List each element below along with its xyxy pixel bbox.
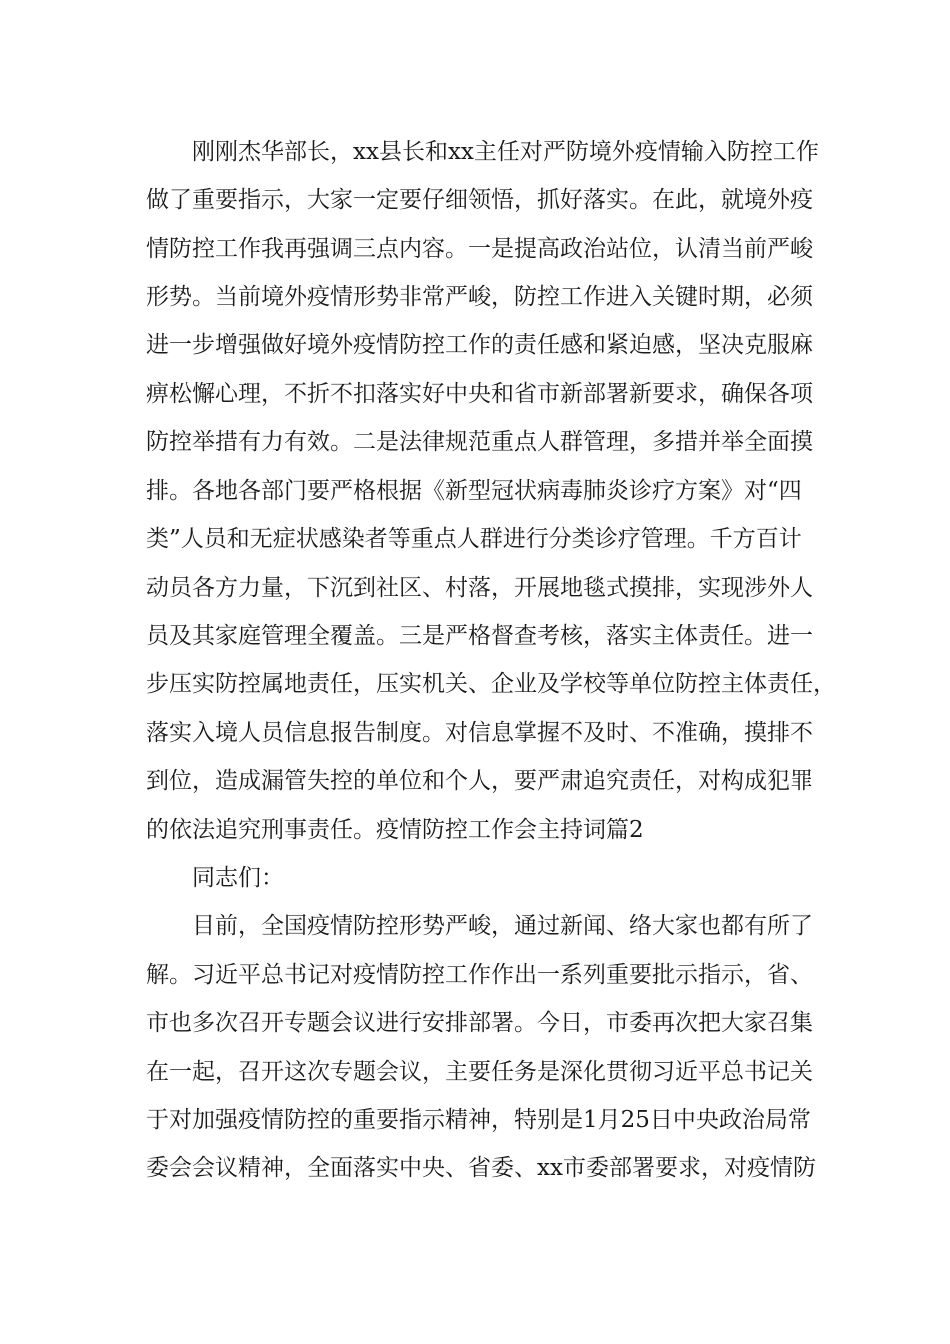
text-line: 做了重要指示，大家一定要仔细领悟，抓好落实。在此，就境外疫	[146, 187, 813, 213]
text-line: 的依法追究刑事责任。疫情防控工作会主持词篇2	[146, 817, 644, 843]
text-line: 目前，全国疫情防控形势严峻，通过新闻、络大家也都有所了	[192, 913, 813, 939]
text-line: 形势。当前境外疫情形势非常严峻，防控工作进入关键时期，必须	[146, 284, 813, 310]
text-line: 落实入境人员信息报告制度。对信息掌握不及时、不准确，摸排不	[146, 720, 813, 746]
text-line: 于对加强疫情防控的重要指示精神，特别是1月25日中央政治局常	[146, 1107, 811, 1133]
text-line: 痹松懈心理，不折不扣落实好中央和省市新部署新要求，确保各项	[146, 381, 813, 407]
text-line: 解。习近平总书记对疫情防控工作作出一系列重要批示指示，省、	[146, 962, 813, 988]
text-line: 防控举措有力有效。二是法律规范重点人群管理，多措并举全面摸	[146, 429, 813, 455]
text-line: 委会会议精神，全面落实中央、省委、xx市委部署要求，对疫情防	[146, 1155, 816, 1181]
text-line: 市也多次召开专题会议进行安排部署。今日，市委再次把大家召集	[146, 1010, 813, 1036]
text-line: 同志们：	[192, 865, 284, 891]
text-line: 刚刚杰华部长，xx县长和xx主任对严防境外疫情输入防控工作	[192, 139, 819, 165]
text-line: 情防控工作我再强调三点内容。一是提高政治站位，认清当前严峻	[146, 236, 813, 262]
text-line: 动员各方力量，下沉到社区、村落，开展地毯式摸排，实现涉外人	[146, 575, 813, 601]
text-line: 在一起，召开这次专题会议，主要任务是深化贯彻习近平总书记关	[146, 1059, 813, 1085]
text-line: 进一步增强做好境外疫情防控工作的责任感和紧迫感，坚决克服麻	[146, 332, 813, 358]
text-line: 到位，造成漏管失控的单位和个人，要严肃追究责任，对构成犯罪	[146, 768, 813, 794]
text-line: 员及其家庭管理全覆盖。三是严格督查考核，落实主体责任。进一	[146, 623, 813, 649]
text-line: 步压实防控属地责任，压实机关、企业及学校等单位防控主体责任，	[146, 671, 836, 697]
text-line: 类”人员和无症状感染者等重点人群进行分类诊疗管理。千方百计	[146, 526, 802, 552]
text-line: 排。各地各部门要严格根据《新型冠状病毒肺炎诊疗方案》对“四	[146, 478, 802, 504]
